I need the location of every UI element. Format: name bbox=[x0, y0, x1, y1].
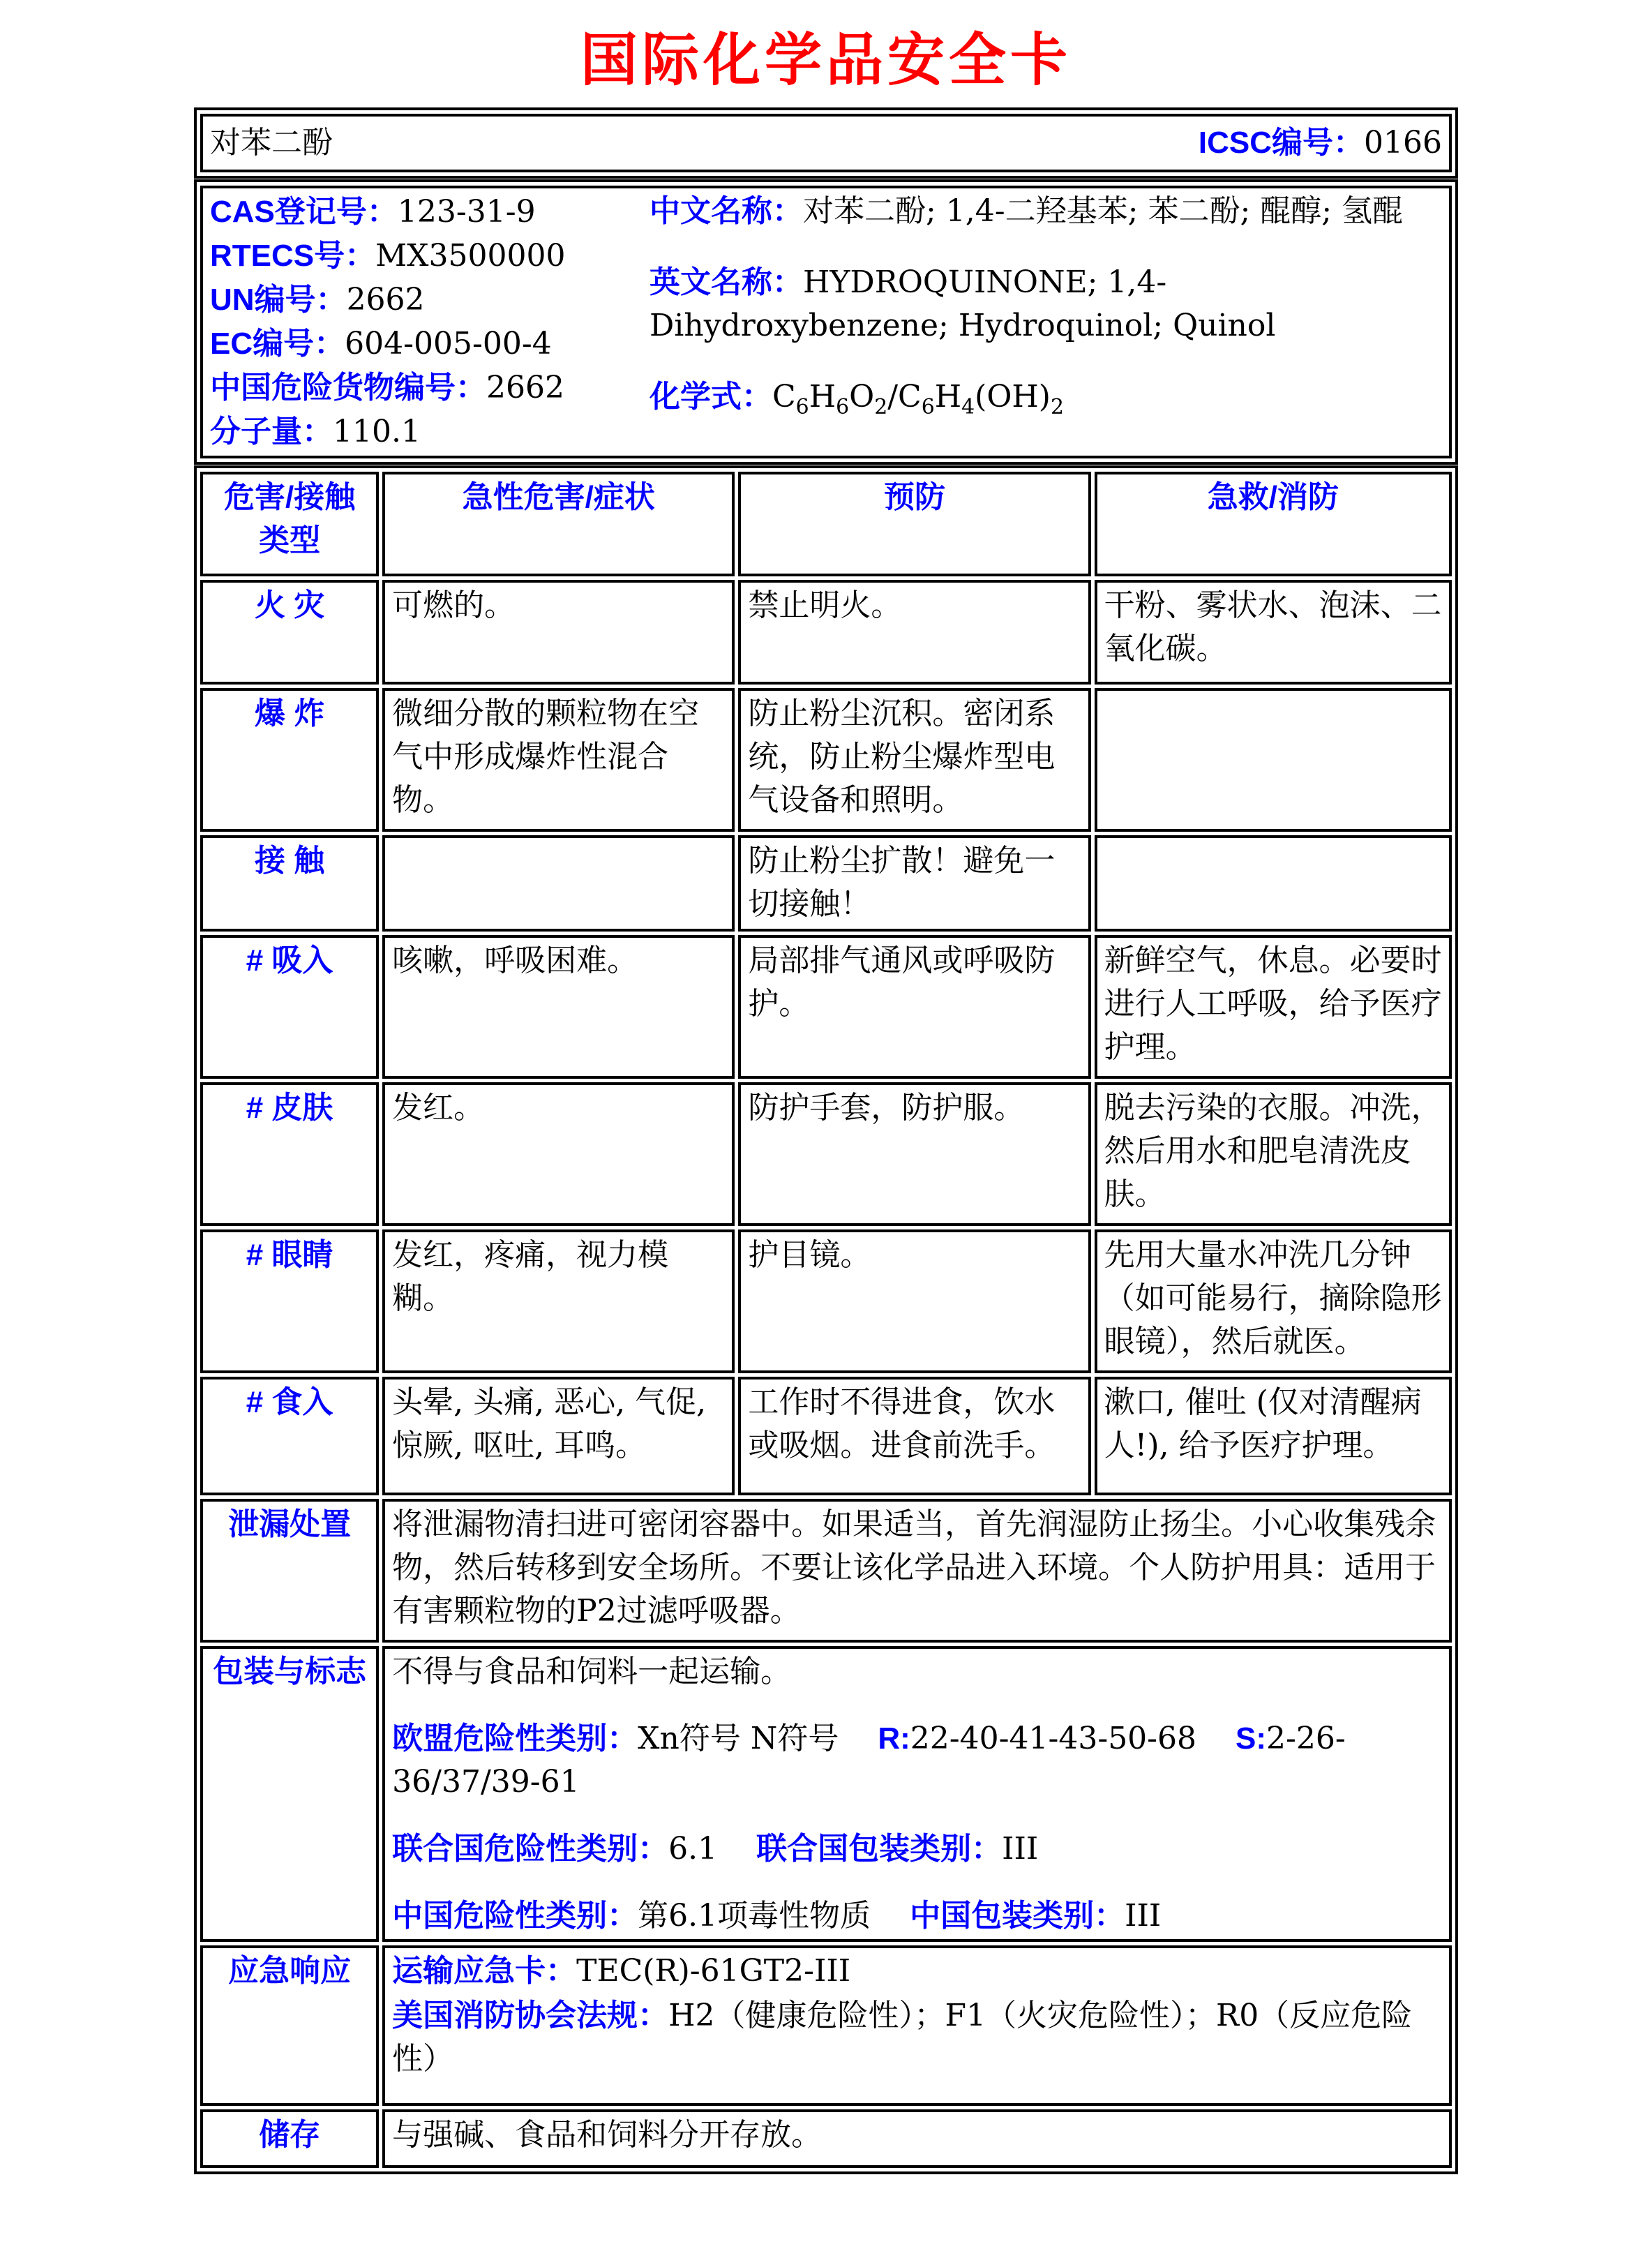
storage-text: 与强碱、食品和饲料分开存放。 bbox=[382, 2109, 1452, 2168]
icsc-number-group bbox=[1199, 121, 1442, 165]
chinese-name-row: 中文名称：对苯二酚; 1,4-二羟基苯; 苯二酚; 醌醇; 氢醌 bbox=[649, 193, 1404, 229]
hazard-row-inhalation: # 吸入 咳嗽，呼吸困难。 局部排气通风或呼吸防护。 新鲜空气，休息。必要时进行人工呼吸，给予医疗护理。 bbox=[200, 935, 1452, 1079]
spill-disposal-text: 将泄漏物清扫进可密闭容器中。如果适当，首先润湿防止扬尘。小心收集残余物，然后转移到安全场所。不要让该化学品进入环境。个人防护用具：适用于有害颗粒物的P2过滤呼吸器。 bbox=[382, 1499, 1452, 1643]
name-list bbox=[649, 190, 1442, 454]
spill-disposal-row bbox=[200, 1499, 1452, 1643]
spill-disposal-label: 泄漏处置 bbox=[200, 1499, 379, 1643]
emergency-response-row bbox=[200, 1945, 1452, 2106]
cas-number-row: CAS登记号：123-31-9 bbox=[210, 194, 536, 230]
identifier-list bbox=[210, 190, 629, 454]
hazard-row-exposure: 接 触 防止粉尘扩散！避免一切接触！ bbox=[200, 835, 1452, 932]
hazard-row-ingestion: # 食入 头晕, 头痛, 恶心, 气促, 惊厥, 呕吐, 耳鸣。 工作时不得进食，饮水或吸烟。进食前洗手。 漱口, 催吐 (仅对清醒病人!), 给予医疗护理。 bbox=[200, 1377, 1452, 1495]
hazard-row-skin: # 皮肤 发红。 防护手套，防护服。 脱去污染的衣服。冲洗，然后用水和肥皂清洗皮肤。 bbox=[200, 1082, 1452, 1226]
rtecs-number-row: RTECS号：MX3500000 bbox=[210, 238, 566, 274]
chemical-formula-row: 化学式：$C_6H_6O_2/C_6H_4(OH)_2$ bbox=[649, 379, 1064, 419]
col-header-type: 危害/接触类型 bbox=[200, 472, 379, 576]
storage-row bbox=[200, 2109, 1452, 2168]
un-number-row: UN编号：2662 bbox=[210, 282, 425, 317]
substance-name: 对苯二酚 bbox=[210, 125, 333, 160]
header-table bbox=[194, 107, 1458, 179]
packaging-labelling-label: 包装与标志 bbox=[200, 1646, 379, 1942]
col-header-symptoms: 急性危害/症状 bbox=[382, 472, 735, 576]
page-title: 国际化学品安全卡 bbox=[580, 27, 1072, 94]
transport-restriction: 不得与食品和饲料一起运输。 bbox=[392, 1654, 792, 1689]
hazard-row-eyes: # 眼睛 发红，疼痛，视力模糊。 护目镜。 先用大量水冲洗几分钟（如可能易行，摘除隐形眼镜），然后就医。 bbox=[200, 1229, 1452, 1373]
transport-emergency-card: 运输应急卡：TEC(R)-61GT2-III bbox=[392, 1953, 851, 1989]
identification-table bbox=[194, 179, 1458, 465]
icsc-card bbox=[194, 107, 1458, 2174]
china-dg-number-row: 中国危险货物编号：2662 bbox=[210, 370, 564, 405]
molecular-weight-row: 分子量：110.1 bbox=[210, 414, 421, 449]
chemical-formula: $C_6H_6O_2/C_6H_4(OH)_2$ bbox=[772, 379, 1064, 419]
packaging-labelling-row bbox=[200, 1646, 1452, 1942]
un-classification: 联合国危险性类别：6.1 联合国包装类别：III bbox=[392, 1831, 1039, 1867]
nfpa-code: 美国消防协会法规：H2（健康危险性）；F1（火灾危险性）；R0（反应危险性） bbox=[392, 1998, 1413, 2077]
hazard-header-row bbox=[200, 472, 1452, 576]
hazard-row-explosion: 爆 炸 微细分散的颗粒物在空气中形成爆炸性混合物。 防止粉尘沉积。密闭系统，防止粉尘爆炸型电气设备和照明。 bbox=[200, 688, 1452, 832]
emergency-response-label: 应急响应 bbox=[200, 1945, 379, 2106]
emergency-response-content bbox=[382, 1945, 1452, 2106]
packaging-labelling-content bbox=[382, 1646, 1452, 1942]
ec-number-row: EC编号：604-005-00-4 bbox=[210, 326, 552, 361]
storage-label: 储存 bbox=[200, 2109, 379, 2168]
eu-classification: 欧盟危险性类别：Xn符号 N符号 R:22-40-41-43-50-68 S:2-26-36/37/39-61 bbox=[392, 1721, 1346, 1800]
col-header-response: 急救/消防 bbox=[1095, 472, 1452, 576]
hazard-row-fire: 火 灾 可燃的。 禁止明火。 干粉、雾状水、泡沫、二氧化碳。 bbox=[200, 580, 1452, 685]
col-header-prevention: 预防 bbox=[738, 472, 1090, 576]
icsc-number-label: ICSC编号： bbox=[1198, 126, 1365, 160]
china-classification: 中国危险性类别：第6.1项毒性物质 中国包装类别：III bbox=[392, 1898, 1162, 1934]
hazard-table bbox=[194, 465, 1458, 2174]
english-name-row: 英文名称：HYDROQUINONE; 1,4-Dihydroxybenzene; Hydroquinol; Quinol bbox=[649, 264, 1276, 343]
icsc-number-value: 0166 bbox=[1364, 125, 1442, 160]
